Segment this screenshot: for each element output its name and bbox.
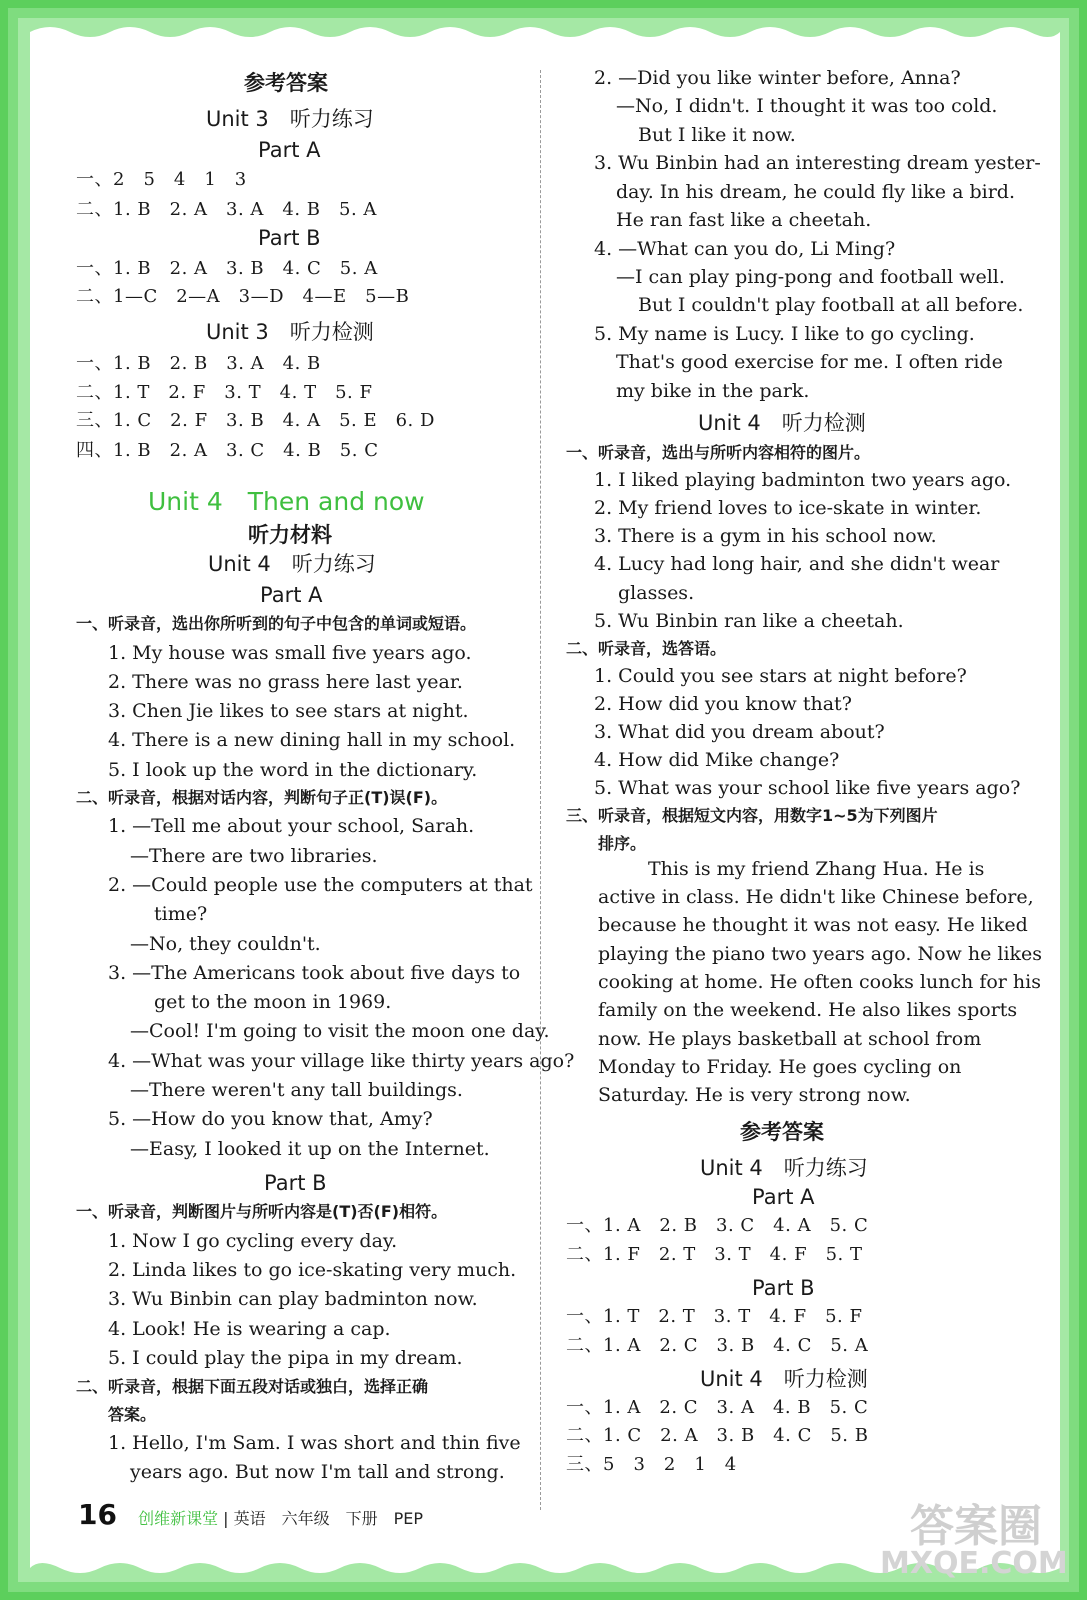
- unit4-practice-answers-heading: Unit 4 听力练习: [700, 1156, 868, 1180]
- dialogue-line: But I couldn't play football at all before.: [638, 294, 1024, 316]
- answer-row: 四、1. B 2. A 3. C 4. B 5. C: [76, 440, 379, 461]
- dialogue-line: —There are two libraries.: [130, 845, 378, 867]
- answer-row: 一、1. B 2. A 3. B 4. C 5. A: [76, 258, 378, 279]
- answer-row: 二、1. C 2. A 3. B 4. C 5. B: [566, 1425, 869, 1446]
- unit4-part-b-heading: Part B: [264, 1171, 327, 1195]
- list-item: 2. How did you know that?: [594, 693, 852, 715]
- dialogue-line: time?: [154, 903, 208, 925]
- question-instruction: 一、听录音，判断图片与所听内容是(T)否(F)相符。: [76, 1202, 448, 1221]
- unit4-part-a-heading: Part A: [260, 583, 323, 607]
- list-item: 3. Chen Jie likes to see stars at night.: [108, 700, 469, 722]
- question-instruction: 二、听录音，选答语。: [566, 639, 727, 658]
- answer-row: 一、2 5 4 1 3: [76, 169, 247, 190]
- dialogue-line: 5. My name is Lucy. I like to go cycling.: [594, 323, 975, 345]
- list-item: 5. I could play the pipa in my dream.: [108, 1347, 463, 1369]
- answer-row: 二、1. A 2. C 3. B 4. C 5. A: [566, 1335, 869, 1356]
- answer-row: 一、1. A 2. C 3. A 4. B 5. C: [566, 1397, 869, 1418]
- unit4-test-answers-heading: Unit 4 听力检测: [700, 1367, 868, 1391]
- list-item: 5. Wu Binbin ran like a cheetah.: [594, 610, 904, 632]
- unit4-practice-heading: Unit 4 听力练习: [208, 552, 376, 576]
- answer-row: 二、1. F 2. T 3. T 4. F 5. T: [566, 1244, 863, 1265]
- subject-info: | 英语 六年级 下册 PEP: [223, 1509, 424, 1528]
- list-item: 3. There is a gym in his school now.: [594, 525, 937, 547]
- passage-line: active in class. He didn't like Chinese before,: [598, 886, 1034, 908]
- list-item: 4. There is a new dining hall in my school.: [108, 729, 516, 751]
- unit4-test-heading: Unit 4 听力检测: [698, 411, 866, 435]
- list-item: 1. Hello, I'm Sam. I was short and thin five: [108, 1432, 521, 1454]
- list-item: 4. Lucy had long hair, and she didn't wear: [594, 553, 1000, 575]
- unit3-part-a-heading: Part A: [258, 138, 321, 162]
- answer-row: 一、1. T 2. T 3. T 4. F 5. F: [566, 1306, 863, 1327]
- list-item: glasses.: [618, 582, 695, 604]
- list-item: 1. My house was small five years ago.: [108, 642, 472, 664]
- answer-row: 二、1. B 2. A 3. A 4. B 5. A: [76, 199, 377, 220]
- watermark: [880, 1490, 1070, 1590]
- series-name: 创维新课堂: [138, 1509, 219, 1528]
- passage-line: Monday to Friday. He goes cycling on: [598, 1056, 962, 1078]
- answers-heading: 参考答案: [244, 71, 328, 95]
- dialogue-line: 4. —What can you do, Li Ming?: [594, 238, 896, 260]
- answer-row: 三、1. C 2. F 3. B 4. A 5. E 6. D: [76, 410, 435, 431]
- question-instruction: 三、听录音，根据短文内容，用数字1~5为下列图片: [566, 806, 938, 825]
- dialogue-line: get to the moon in 1969.: [154, 991, 392, 1013]
- watermark-logo-icon: 答案圈: [910, 1501, 1042, 1552]
- list-item: years ago. But now I'm tall and strong.: [130, 1461, 505, 1483]
- dialogue-line: my bike in the park.: [616, 380, 810, 402]
- answer-row: 一、1. A 2. B 3. C 4. A 5. C: [566, 1215, 869, 1236]
- unit4-title: Unit 4 Then and now: [148, 487, 425, 516]
- question-instruction: 二、听录音，根据下面五段对话或独白，选择正确: [76, 1377, 429, 1396]
- passage-line: now. He plays basketball at school from: [598, 1028, 982, 1050]
- passage-line: because he thought it was not easy. He liked: [598, 914, 1028, 936]
- unit3-test-heading: Unit 3 听力检测: [206, 320, 374, 344]
- unit3-part-b-heading: Part B: [258, 226, 321, 250]
- unit3-practice-heading: Unit 3 听力练习: [206, 107, 374, 131]
- passage-line: cooking at home. He often cooks lunch for his: [598, 971, 1041, 993]
- dialogue-line: 2. —Could people use the computers at that: [108, 874, 533, 896]
- dialogue-line: —No, I didn't. I thought it was too cold.: [616, 95, 998, 117]
- dialogue-line: That's good exercise for me. I often ride: [616, 351, 1003, 373]
- passage-line: This is my friend Zhang Hua. He is: [648, 858, 985, 880]
- page-footer: [78, 1498, 423, 1531]
- list-item: 2. My friend loves to ice-skate in winter.: [594, 497, 982, 519]
- list-item: 1. Now I go cycling every day.: [108, 1230, 398, 1252]
- list-item: 4. How did Mike change?: [594, 749, 840, 771]
- list-item: 2. Linda likes to go ice-skating very much.: [108, 1259, 517, 1281]
- dialogue-line: He ran fast like a cheetah.: [616, 209, 872, 231]
- dialogue-line: 2. —Did you like winter before, Anna?: [594, 67, 961, 89]
- watermark-site: MXQE.COM: [880, 1546, 1068, 1581]
- dialogue-line: 5. —How do you know that, Amy?: [108, 1108, 433, 1130]
- dialogue-line: 3. Wu Binbin had an interesting dream yester-: [594, 152, 1041, 174]
- dialogue-line: —There weren't any tall buildings.: [130, 1079, 463, 1101]
- list-item: 1. Could you see stars at night before?: [594, 665, 967, 687]
- answers-part-b-heading: Part B: [752, 1276, 815, 1300]
- dialogue-line: day. In his dream, he could fly like a bird.: [616, 181, 1015, 203]
- list-item: 4. Look! He is wearing a cap.: [108, 1318, 391, 1340]
- passage-line: playing the piano two years ago. Now he likes: [598, 943, 1043, 965]
- list-item: 1. I liked playing badminton two years ago.: [594, 469, 1012, 491]
- question-instruction: 二、听录音，根据对话内容，判断句子正(T)误(F)。: [76, 788, 448, 807]
- page-number: 16: [78, 1498, 117, 1531]
- list-item: 5. I look up the word in the dictionary.: [108, 759, 478, 781]
- dialogue-line: But I like it now.: [638, 124, 796, 146]
- answer-row: 一、1. B 2. B 3. A 4. B: [76, 353, 321, 374]
- dialogue-line: —Cool! I'm going to visit the moon one day.: [130, 1020, 550, 1042]
- dialogue-line: 3. —The Americans took about five days to: [108, 962, 521, 984]
- dialogue-line: —No, they couldn't.: [130, 933, 321, 955]
- dialogue-line: 4. —What was your village like thirty years ago?: [108, 1050, 575, 1072]
- page-content: [48, 44, 1054, 1550]
- materials-heading: 听力材料: [248, 523, 332, 547]
- answer-row: 二、1. T 2. F 3. T 4. T 5. F: [76, 382, 373, 403]
- dialogue-line: —I can play ping-pong and football well.: [616, 266, 1005, 288]
- answer-row: 三、5 3 2 1 4: [566, 1454, 737, 1475]
- passage-line: Saturday. He is very strong now.: [598, 1084, 911, 1106]
- question-instruction-cont: 排序。: [598, 834, 647, 853]
- list-item: 2. There was no grass here last year.: [108, 671, 463, 693]
- answer-row: 二、1—C 2—A 3—D 4—E 5—B: [76, 286, 410, 307]
- dialogue-line: 1. —Tell me about your school, Sarah.: [108, 815, 475, 837]
- list-item: 3. Wu Binbin can play badminton now.: [108, 1288, 478, 1310]
- answers-part-a-heading: Part A: [752, 1185, 815, 1209]
- question-instruction-cont: 答案。: [108, 1405, 157, 1424]
- dialogue-line: —Easy, I looked it up on the Internet.: [130, 1138, 490, 1160]
- answers-heading: 参考答案: [740, 1120, 824, 1144]
- question-instruction: 一、听录音，选出与所听内容相符的图片。: [566, 443, 871, 462]
- list-item: 3. What did you dream about?: [594, 721, 885, 743]
- column-divider: [540, 70, 541, 1510]
- passage-line: family on the weekend. He also likes sports: [598, 999, 1018, 1021]
- question-instruction: 一、听录音，选出你所听到的句子中包含的单词或短语。: [76, 614, 477, 633]
- list-item: 5. What was your school like five years ago?: [594, 777, 1021, 799]
